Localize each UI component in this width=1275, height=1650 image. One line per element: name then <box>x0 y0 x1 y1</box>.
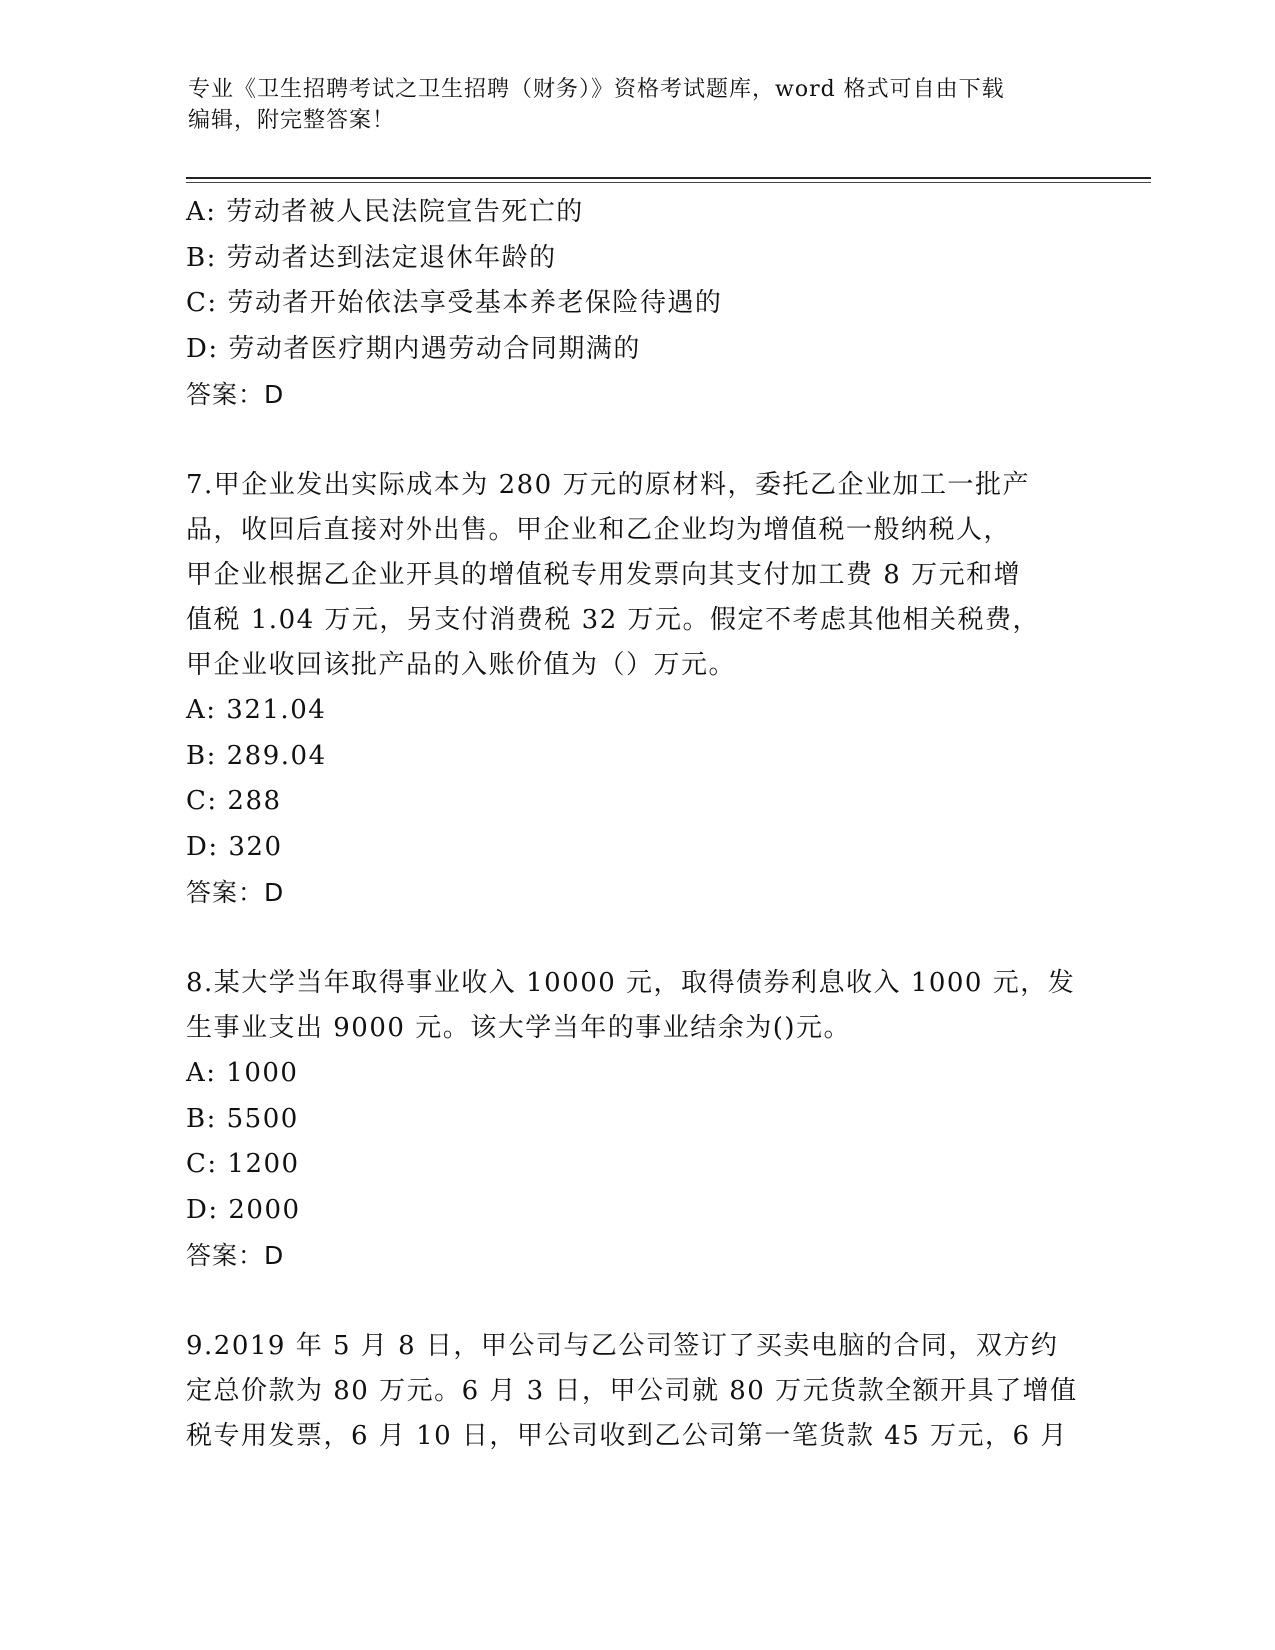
stem-line: 9.2019 年 5 月 8 日，甲公司与乙公司签订了买卖电脑的合同，双方约 <box>186 1331 1059 1361</box>
stem-line: 生事业支出 9000 元。该大学当年的事业结余为()元。 <box>186 1013 851 1043</box>
stem-line: 8.某大学当年取得事业收入 10000 元，取得债券利息收入 1000 元，发 <box>186 968 1076 998</box>
option-a: A: 321.04 <box>186 695 327 725</box>
header-line-1: 专业《卫生招聘考试之卫生招聘（财务）》资格考试题库，word 格式可自由下载 <box>188 77 1005 102</box>
option-c: C: 1200 <box>186 1149 300 1179</box>
option-b: B: 劳动者达到法定退休年龄的 <box>186 242 557 273</box>
question-stem <box>186 1324 1086 1459</box>
document-header <box>188 74 1068 136</box>
question-stem <box>186 961 1086 1051</box>
spacer <box>186 1278 1086 1324</box>
option-d: D: 320 <box>186 831 283 862</box>
stem-line: 值税 1.04 万元，另支付消费税 32 万元。假定不考虑其他相关税费， <box>186 605 1041 635</box>
question-8 <box>186 961 1086 1278</box>
header-divider-thick <box>186 177 1151 179</box>
question-6 <box>186 190 1086 417</box>
question-content <box>186 190 1086 1459</box>
option-a: A: 劳动者被人民法院宣告死亡的 <box>186 197 584 227</box>
stem-line: 税专用发票，6 月 10 日，甲公司收到乙公司第一笔货款 45 万元，6 月 <box>186 1421 1068 1451</box>
question-9 <box>186 1324 1086 1459</box>
question-stem <box>186 463 1086 688</box>
answer: 答案：D <box>186 380 285 409</box>
option-c: C: 劳动者开始依法享受基本养老保险待遇的 <box>186 288 723 318</box>
stem-line: 定总价款为 80 万元。6 月 3 日，甲公司就 80 万元货款全额开具了增值 <box>186 1376 1078 1406</box>
option-b: B: 5500 <box>186 1103 299 1134</box>
stem-line: 甲企业根据乙企业开具的增值税专用发票向其支付加工费 8 万元和增 <box>186 560 1022 590</box>
stem-line: 7.甲企业发出实际成本为 280 万元的原材料，委托乙企业加工一批产 <box>186 470 1030 500</box>
stem-line: 品，收回后直接对外出售。甲企业和乙企业均为增值税一般纳税人， <box>186 515 1012 545</box>
answer: 答案：D <box>186 1241 285 1270</box>
answer: 答案：D <box>186 878 285 907</box>
option-d: D: 劳动者医疗期内遇劳动合同期满的 <box>186 333 641 364</box>
option-a: A: 1000 <box>186 1058 299 1088</box>
spacer <box>186 417 1086 463</box>
header-divider-thin <box>186 182 1151 183</box>
option-c: C: 288 <box>186 786 282 816</box>
stem-line: 甲企业收回该批产品的入账价值为（）万元。 <box>186 650 737 680</box>
question-7 <box>186 463 1086 915</box>
option-b: B: 289.04 <box>186 740 327 771</box>
header-line-2: 编辑，附完整答案！ <box>188 108 396 133</box>
option-d: D: 2000 <box>186 1194 301 1225</box>
spacer <box>186 915 1086 961</box>
